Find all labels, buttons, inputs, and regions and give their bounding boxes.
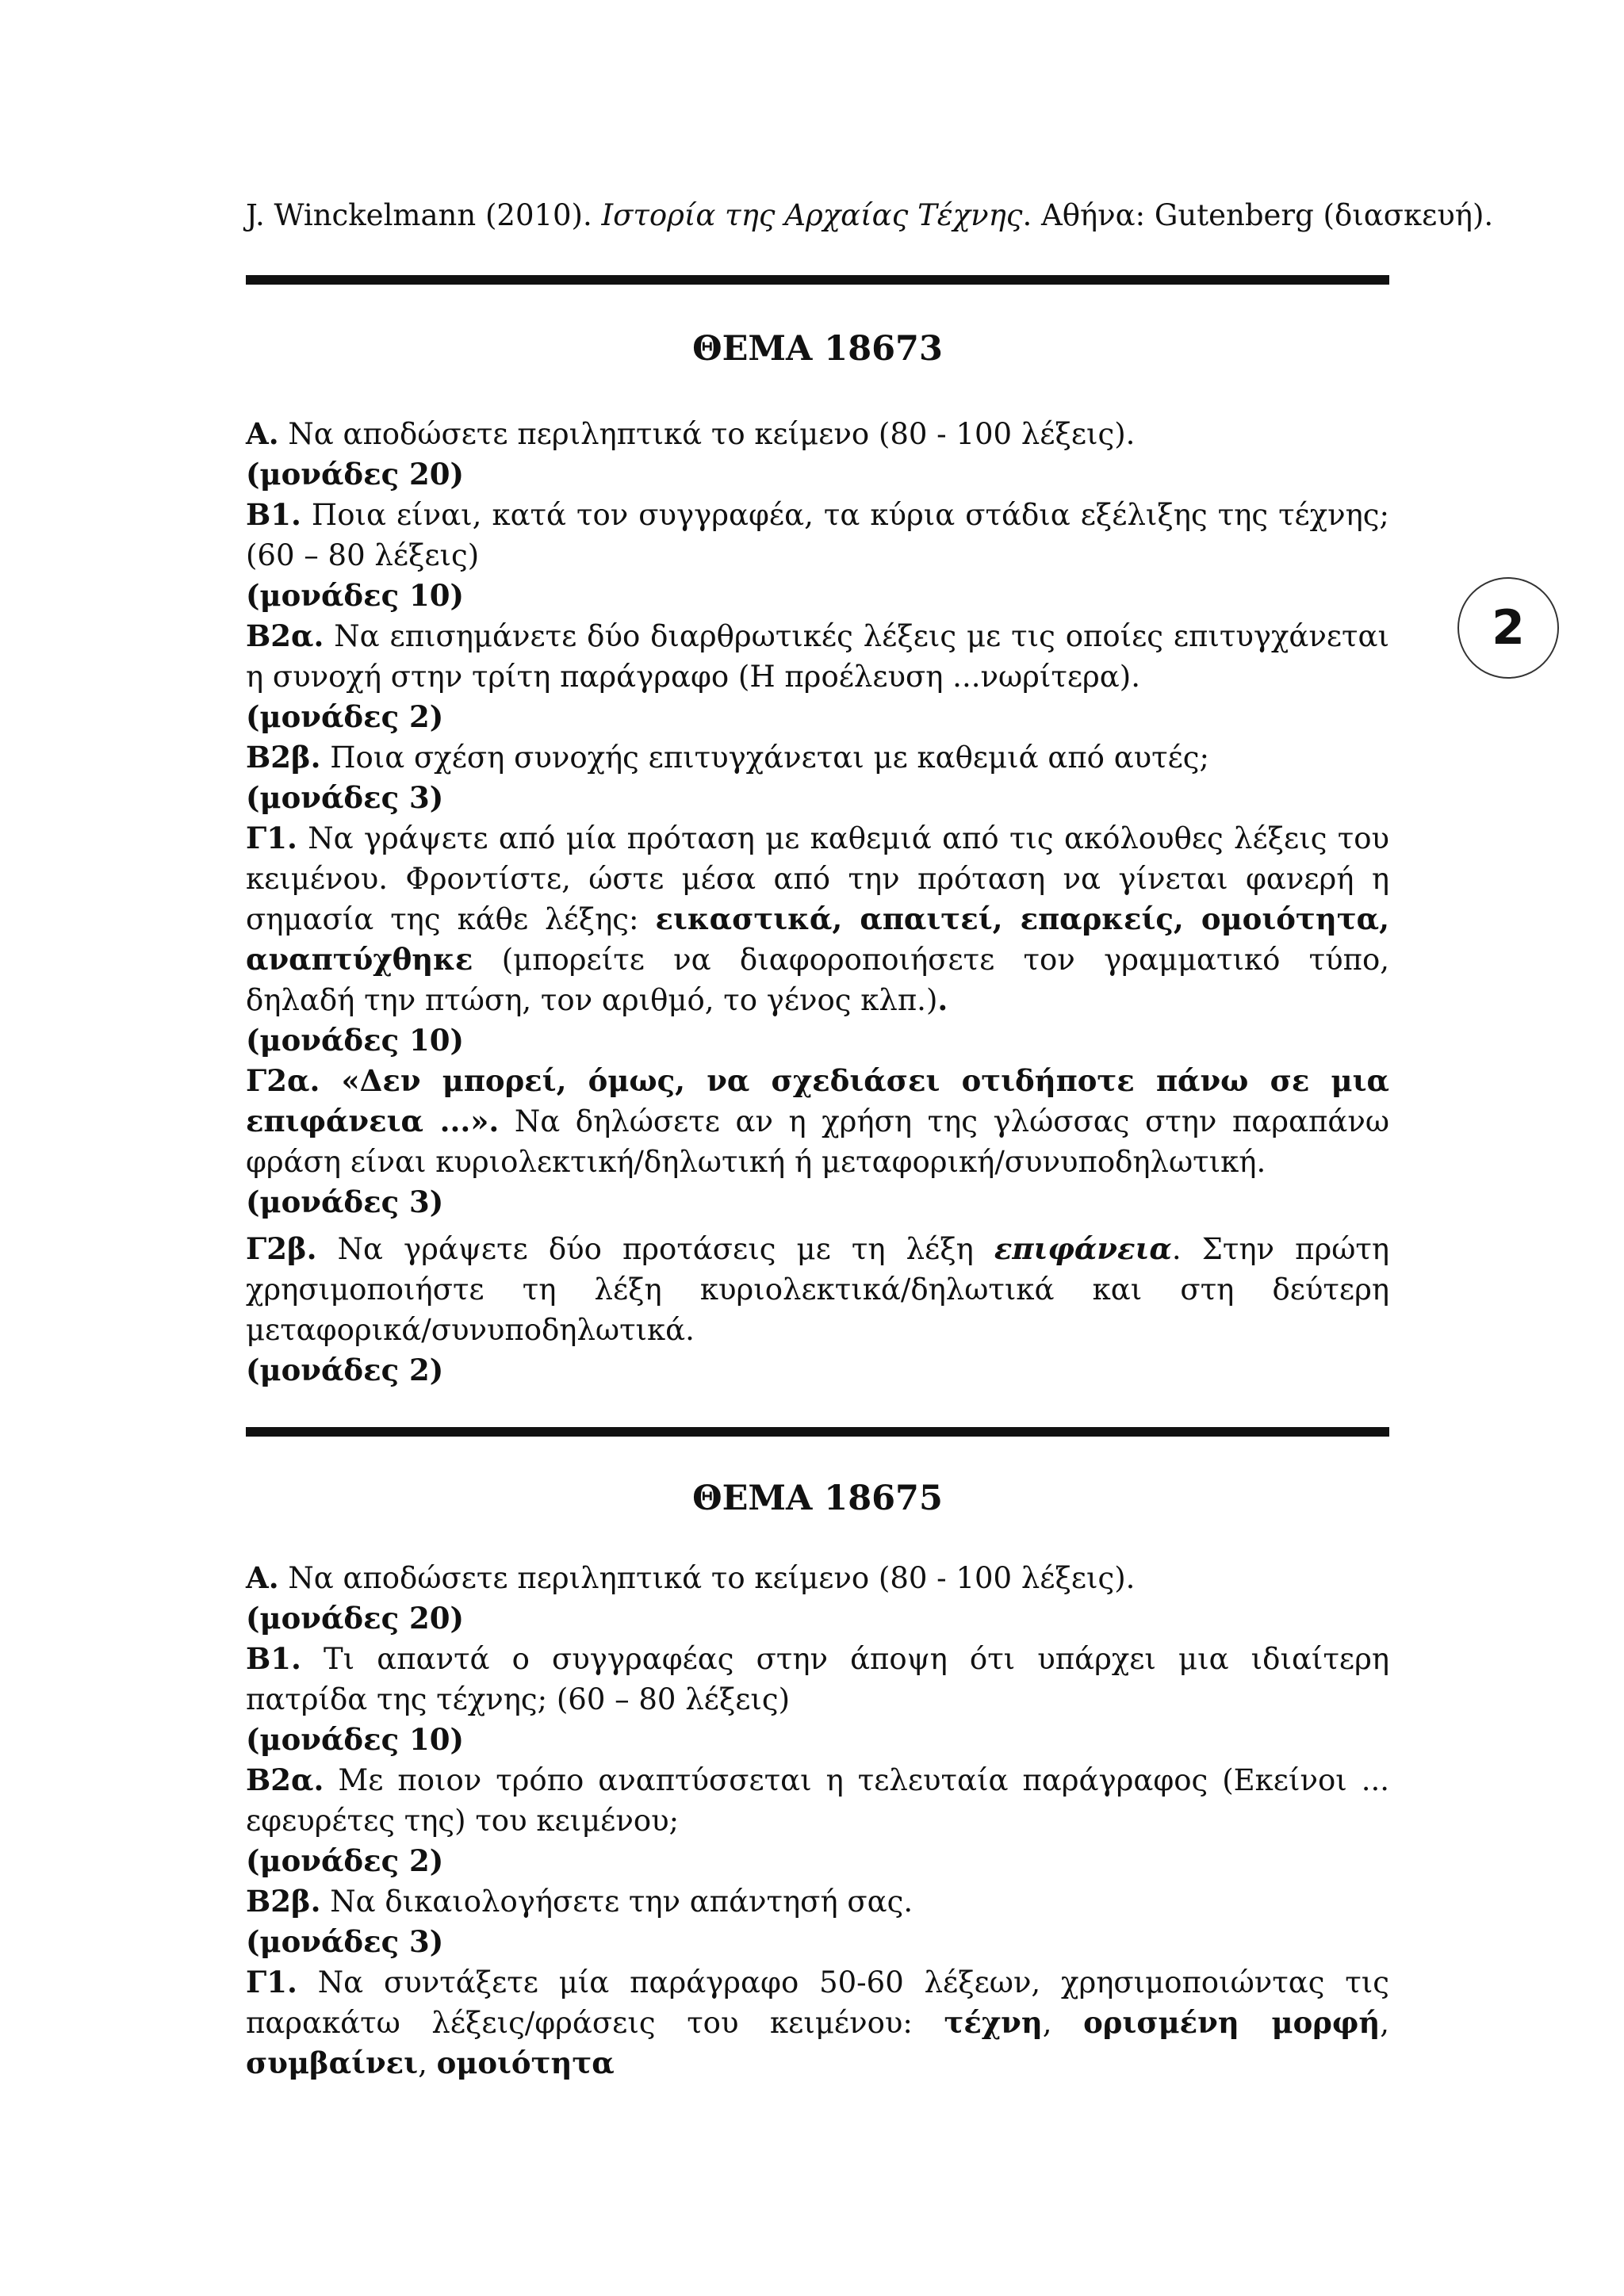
points-label: (μονάδες 2) [246, 1843, 444, 1878]
question-code: Β2β. [246, 1884, 321, 1919]
theme-section [246, 325, 1389, 1391]
section-divider [246, 275, 1389, 285]
question-code: Β2α. [246, 618, 324, 653]
question-g1 [246, 1962, 1389, 2084]
question-code: Γ2α. [246, 1063, 320, 1098]
points-label: (μονάδες 3) [246, 1184, 444, 1219]
keyword: συμβαίνει [246, 2045, 419, 2080]
question-text: Να συντάξετε μία παράγραφο 50-60 λέξεων, χρησιμοποιώντας τις παρακάτω λέξεις/φράσεις του κειμένου: [246, 1965, 1389, 2040]
question-b1 [246, 1639, 1389, 1720]
points-label: (μονάδες 3) [246, 780, 444, 815]
theme-section [246, 1475, 1389, 2084]
question-b2a [246, 616, 1389, 697]
question-b2a [246, 1760, 1389, 1841]
question-b2b [246, 1881, 1389, 1922]
separator: , [1380, 2006, 1389, 2040]
question-code: Γ2β. [246, 1231, 317, 1266]
keyword-surface: επιφάνεια [994, 1231, 1172, 1266]
separator: , [418, 2046, 437, 2080]
question-b1 [246, 495, 1389, 576]
question-text: Να αποδώσετε περιληπτικά το κείμενο (80 - 100 λέξεις). [278, 417, 1136, 451]
question-b2b [246, 737, 1389, 778]
question-text: Να αποδώσετε περιληπτικά το κείμενο (80 - 100 λέξεις). [278, 1561, 1136, 1595]
question-text: Ποια σχέση συνοχής επιτυγχάνεται με καθεμιά από αυτές; [320, 740, 1209, 775]
question-code: Α. [246, 1560, 279, 1595]
quoted-phrase: «Δεν μπορεί, όμως, να σχεδιάσει οτιδήποτε πάνω σε μια επιφάνεια ...». [246, 1063, 1389, 1138]
question-g2b [246, 1229, 1389, 1350]
question-a [246, 1558, 1389, 1598]
theme-title: ΘΕΜΑ 18675 [692, 1479, 943, 1518]
question-text-tail: (μπορείτε να διαφοροποιήσετε τον γραμματικό τύπο, δηλαδή την πτώση, τον αριθμό, το γένος κλπ.) [246, 943, 1389, 1017]
question-end-dot: . [937, 982, 948, 1017]
points-label: (μονάδες 2) [246, 699, 444, 734]
points-label: (μονάδες 3) [246, 1924, 444, 1959]
keyword: ορισμένη μορφή [1083, 2005, 1381, 2040]
question-code: Β1. [246, 497, 301, 532]
question-text: Να δικαιολογήσετε την απάντησή σας. [320, 1885, 914, 1919]
citation-title: Ιστορία της Αρχαίας Τέχνης [601, 198, 1023, 232]
source-citation [246, 194, 1494, 237]
question-text: Τι απαντά ο συγγραφέας στην άποψη ότι υπάρχει μια ιδιαίτερη πατρίδα της τέχνης; (60 – 80 λέξεις) [246, 1642, 1389, 1716]
question-a [246, 414, 1389, 454]
page-number-badge: 2 [1457, 577, 1559, 679]
theme-title: ΘΕΜΑ 18673 [692, 329, 943, 369]
question-code: Α. [246, 416, 279, 451]
question-code: Γ1. [246, 821, 297, 855]
question-text: Να επισημάνετε δύο διαρθρωτικές λέξεις με τις οποίες επιτυγχάνεται η συνοχή στην τρίτη παράγραφο (Η προέλευση ...νωρίτερα). [246, 619, 1389, 694]
question-text: Με ποιον τρόπο αναπτύσσεται η τελευταία παράγραφος (Εκείνοι ... εφευρέτες της) του κειμένου; [246, 1763, 1389, 1838]
question-code: Β2β. [246, 740, 321, 775]
points-label: (μονάδες 2) [246, 1353, 444, 1387]
section-divider [246, 1427, 1389, 1437]
points-label: (μονάδες 20) [246, 1601, 464, 1636]
question-text: Να δηλώσετε αν η χρήση της γλώσσας στην παραπάνω φράση είναι κυριολεκτική/δηλωτική ή μεταφορική/συνυποδηλωτική. [246, 1104, 1389, 1179]
citation-author-year: J. Winckelmann (2010). [246, 198, 602, 232]
question-g1 [246, 818, 1389, 1020]
points-label: (μονάδες 20) [246, 457, 464, 492]
question-code: Β2α. [246, 1762, 324, 1797]
question-text: Ποια είναι, κατά τον συγγραφέα, τα κύρια στάδια εξέλιξης της τέχνης; (60 – 80 λέξεις) [246, 498, 1389, 572]
points-label: (μονάδες 10) [246, 1023, 464, 1058]
question-text: Να γράψετε δύο προτάσεις με τη λέξη [316, 1232, 994, 1266]
separator: , [1042, 2006, 1084, 2040]
question-text: Να γράψετε από μία πρόταση με καθεμιά από τις ακόλουθες λέξεις του κειμένου. Φροντίστε, ώστε μέσα από την πρόταση να γίνεται φανερή η σημασία της κάθε λέξης: [246, 821, 1389, 936]
keyword: ομοιότητα [436, 2045, 615, 2080]
points-label: (μονάδες 10) [246, 1722, 464, 1757]
points-label: (μονάδες 10) [246, 578, 464, 613]
question-g2a [246, 1061, 1389, 1182]
keyword: τέχνη [944, 2005, 1043, 2040]
question-code: Β1. [246, 1641, 301, 1676]
keyword-list: εικαστικά, απαιτεί, επαρκείς, ομοιότητα, αναπτύχθηκε [246, 901, 1389, 977]
question-text-tail: . Στην πρώτη χρησιμοποιήστε τη λέξη κυριολεκτικά/δηλωτικά και στη δεύτερη μεταφορικά/συνυποδηλωτικά. [246, 1232, 1390, 1347]
question-code: Γ1. [246, 1965, 297, 1999]
citation-publisher: . Αθήνα: Gutenberg (διασκευή). [1022, 198, 1494, 232]
